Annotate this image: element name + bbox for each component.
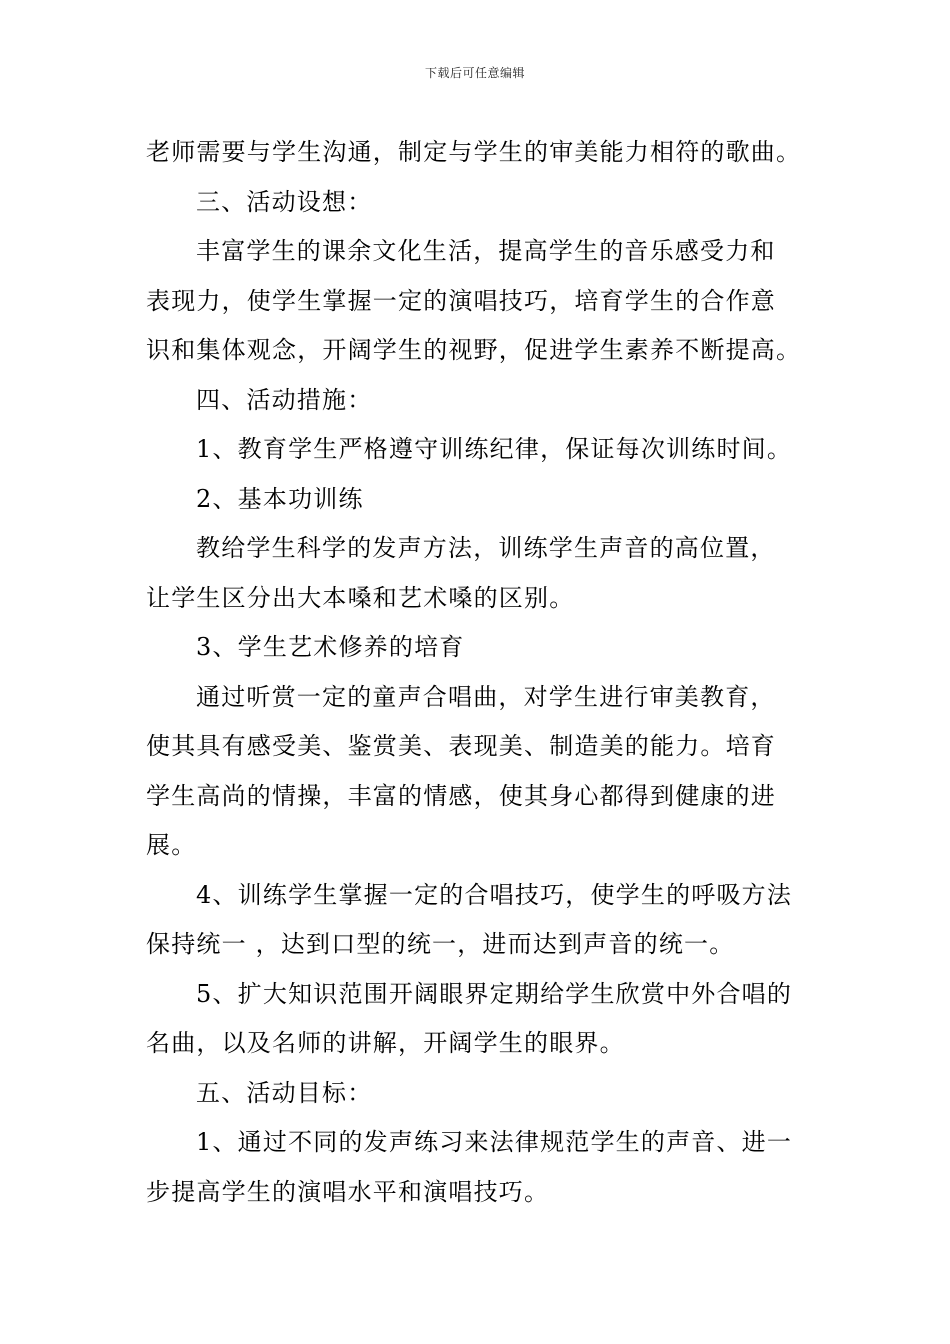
text-line: 四、活动措施： xyxy=(196,385,373,414)
text-line: 识和集体观念，开阔学生的视野，促进学生素养不断提高。 xyxy=(146,336,802,364)
text-line: 丰富学生的课余文化生活，提高学生的音乐感受力和 xyxy=(196,237,776,265)
document-body xyxy=(146,128,808,1217)
text-line: 教给学生科学的发声方法，训练学生声音的高位置， xyxy=(196,534,776,562)
text-line: 五、活动目标： xyxy=(196,1078,373,1107)
page-header: 下载后可任意编辑 xyxy=(424,66,525,80)
text-line: 老师需要与学生沟通，制定与学生的审美能力相符的歌曲。 xyxy=(146,138,802,166)
text-line: 4、训练学生掌握一定的合唱技巧，使学生的呼吸方法 xyxy=(196,880,793,909)
text-line: 3、学生艺术修养的培育 xyxy=(196,633,465,661)
text-line: 1、教育学生严格遵守训练纪律，保证每次训练时间。 xyxy=(196,435,793,463)
text-line: 三、活动设想： xyxy=(196,187,373,216)
text-line: 表现力，使学生掌握一定的演唱技巧，培育学生的合作意 xyxy=(146,286,776,315)
text-line: 让学生区分出大本嗓和艺术嗓的区别。 xyxy=(146,583,575,612)
text-line: 学生高尚的情操，丰富的情感，使其身心都得到健康的进 xyxy=(146,781,776,810)
text-line: 5、扩大知识范围开阔眼界定期给学生欣赏中外合唱的 xyxy=(196,979,793,1008)
text-line: 1、通过不同的发声练习来法律规范学生的声音、进一 xyxy=(196,1128,793,1156)
text-line: 步提高学生的演唱水平和演唱技巧。 xyxy=(146,1177,550,1206)
text-line: 通过听赏一定的童声合唱曲，对学生进行审美教育， xyxy=(196,682,776,711)
text-line: 2、基本功训练 xyxy=(196,484,364,513)
text-line: 保持统一 ，达到口型的统一，进而达到声音的统一。 xyxy=(146,930,735,958)
text-line: 使其具有感受美、鉴赏美、表现美、制造美的能力。培育 xyxy=(146,732,776,760)
text-line: 名曲，以及名师的讲解，开阔学生的眼界。 xyxy=(146,1029,625,1057)
text-line: 展。 xyxy=(146,831,197,859)
